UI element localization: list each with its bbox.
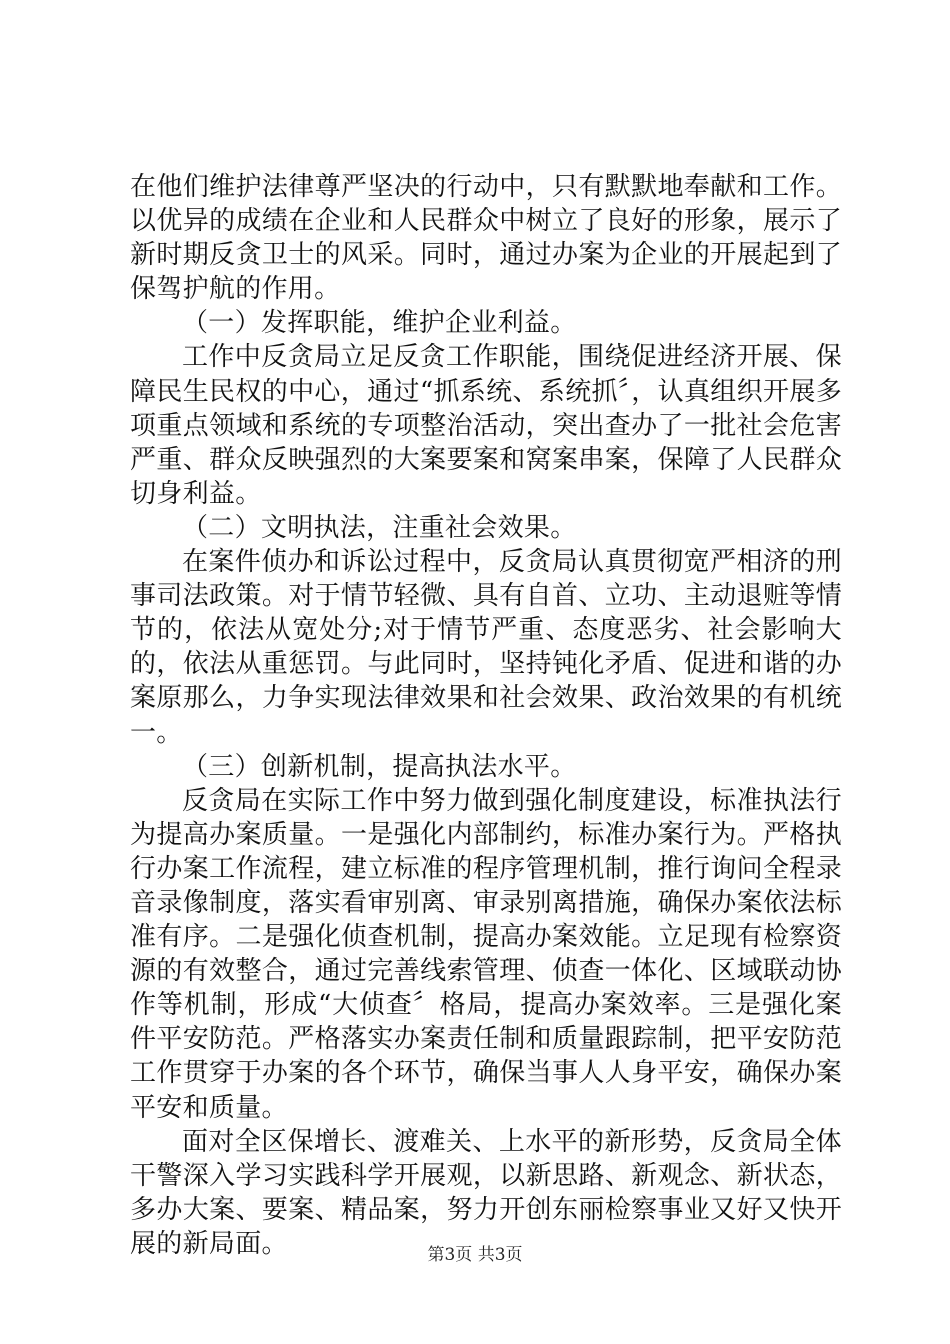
- section-heading-1: （一）发挥职能，维护企业利益。: [182, 308, 577, 339]
- paragraph-conclusion: 面对全区保增长、渡难关、上水平的新形势，反贪局全体干警深入学习实践科学开展观，以新思路、新观念、新状态，多办大案、要案、精品案，努力开创东丽检察事业又好又快开展的新局面。: [130, 1126, 842, 1259]
- section-heading-2: （二）文明执法，注重社会效果。: [182, 512, 577, 543]
- page-footer: [0, 1244, 950, 1266]
- page-number-label: 第3页 共3页: [427, 1245, 523, 1265]
- paragraph-section-3: 反贪局在实际工作中努力做到强化制度建设，标准执法行为提高办案质量。一是强化内部制约，标准办案行为。严格执行办案工作流程，建立标准的程序管理机制，推行询问全程录音录像制度，落实看审别离、审录别离措施，确保办案依法标准有序。二是强化侦查机制，提高办案效能。立足现有检察资源的有效整合，通过完善线索管理、侦查一体化、区域联动协作等机制，形成“大侦查〞格局，提高办案效率。三是强化案件平安防范。严格落实办案责任制和质量跟踪制，把平安防范工作贯穿于办案的各个环节，确保当事人人身平安，确保办案平安和质量。: [130, 785, 842, 1123]
- section-heading-3: （三）创新机制，提高执法水平。: [182, 751, 577, 782]
- paragraph-section-2: 在案件侦办和诉讼过程中，反贪局认真贯彻宽严相济的刑事司法政策。对于情节轻微、具有自首、立功、主动退赃等情节的，依法从宽处分;对于情节严重、态度恶劣、社会影响大的，依法从重惩罚。与此同时，坚持钝化矛盾、促进和谐的办案原那么，力争实现法律效果和社会效果、政治效果的有机统一。: [130, 547, 842, 748]
- document-body: [130, 170, 842, 1261]
- paragraph-continuation: 在他们维护法律尊严坚决的行动中，只有默默地奉献和工作。以优异的成绩在企业和人民群众中树立了良好的形象，展示了新时期反贪卫士的风采。同时，通过办案为企业的开展起到了保驾护航的作用。: [130, 172, 842, 305]
- paragraph-section-1: 工作中反贪局立足反贪工作职能，围绕促进经济开展、保障民生民权的中心，通过“抓系统、系统抓〞，认真组织开展多项重点领域和系统的专项整治活动，突出查办了一批社会危害严重、群众反映强烈的大案要案和窝案串案，保障了人民群众切身利益。: [130, 342, 842, 509]
